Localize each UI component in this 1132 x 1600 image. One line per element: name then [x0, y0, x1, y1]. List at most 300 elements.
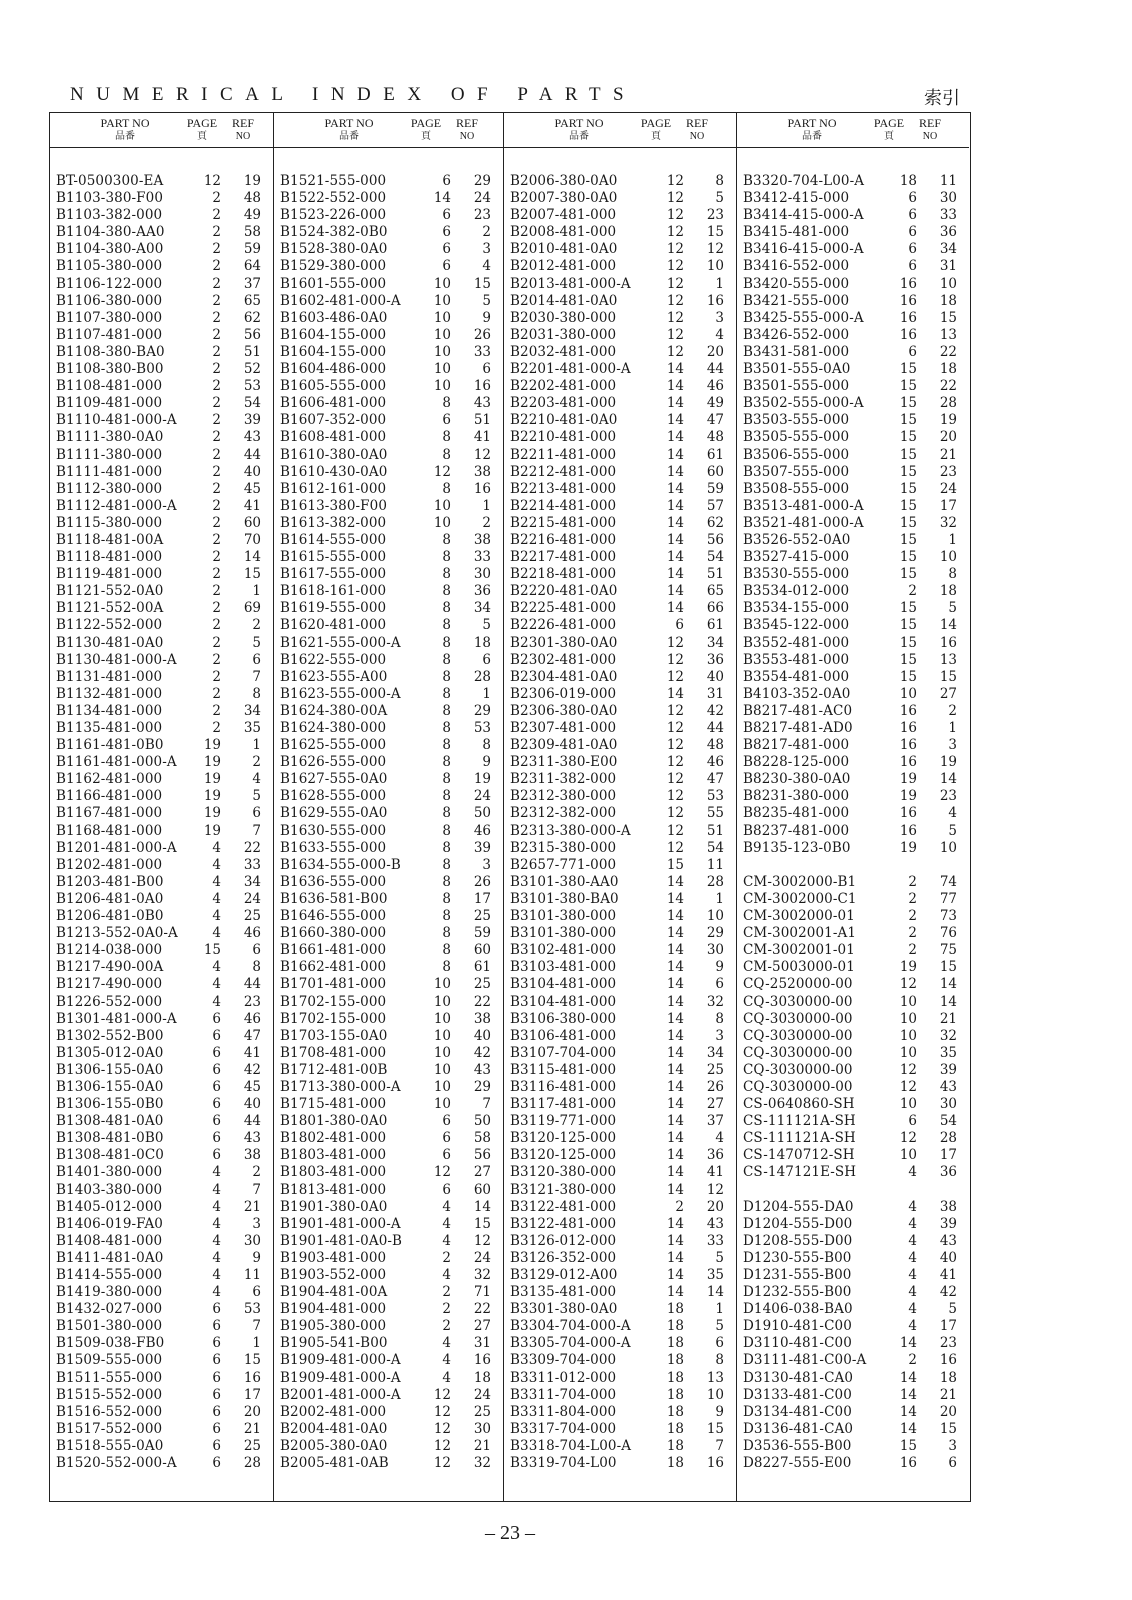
- part-number: CQ-2520000-00: [743, 976, 853, 993]
- page-ref: 14: [666, 1267, 684, 1283]
- ref-number: 51: [706, 822, 724, 839]
- page-ref: 4: [212, 1181, 221, 1198]
- ref-number: 5: [948, 822, 957, 839]
- part-number: B1112-481-000-A: [56, 497, 177, 514]
- index-row: [50, 361, 273, 378]
- ref-number: 45: [243, 480, 261, 497]
- part-number: B3301-380-0A0: [510, 1301, 618, 1318]
- page-ref: 10: [899, 685, 917, 702]
- part-number: B2202-481-000: [510, 378, 617, 395]
- index-row: [274, 566, 503, 583]
- part-number: B1511-555-000: [56, 1369, 163, 1386]
- index-row: [504, 1455, 736, 1472]
- part-number: B3521-481-000-A: [743, 514, 864, 531]
- page-ref: 4: [212, 890, 221, 907]
- index-row: [50, 412, 273, 429]
- ref-number: 74: [939, 873, 957, 890]
- part-number: CS-111121A-SH: [743, 1130, 856, 1147]
- ref-number: 33: [243, 856, 261, 873]
- part-number: B1610-380-0A0: [280, 446, 388, 463]
- ref-number: 5: [715, 1318, 724, 1335]
- page-ref: 14: [899, 1420, 917, 1437]
- ref-number: 33: [473, 343, 491, 360]
- index-row: [504, 959, 736, 976]
- part-number: B1111-380-0A0: [56, 429, 164, 446]
- index-row: [274, 1267, 503, 1284]
- row-spacer: [737, 1182, 969, 1199]
- index-row: [504, 1404, 736, 1421]
- ref-number: 6: [252, 942, 261, 959]
- page-ref: 8: [442, 549, 451, 566]
- page-ref: 2: [212, 685, 221, 702]
- index-row: [50, 515, 273, 532]
- part-number: B9135-123-0B0: [743, 839, 851, 856]
- index-row: [737, 703, 969, 720]
- part-number: B1617-555-000: [280, 566, 387, 583]
- page-ref: 10: [433, 1078, 451, 1095]
- part-number: B1130-481-000-A: [56, 651, 177, 668]
- page-ref: 8: [442, 856, 451, 873]
- index-row: [50, 1250, 273, 1267]
- part-number: D1910-481-C00: [743, 1318, 852, 1335]
- part-number: B1308-481-0A0: [56, 1113, 164, 1130]
- page-ref: 2: [442, 1284, 451, 1301]
- page-ref: 14: [666, 1232, 684, 1249]
- index-row: [737, 1335, 969, 1352]
- index-row: [50, 891, 273, 908]
- ref-number: 14: [939, 993, 957, 1010]
- page-ref: 12: [433, 1164, 451, 1181]
- page-ref: 15: [899, 480, 917, 497]
- part-number: B1630-555-000: [280, 822, 387, 839]
- index-row: [274, 1301, 503, 1318]
- part-number: B1106-380-000: [56, 292, 163, 309]
- part-number: B1715-481-000: [280, 1096, 387, 1113]
- ref-number: 29: [706, 925, 724, 942]
- ref-number: 27: [473, 1318, 491, 1335]
- index-row: [50, 310, 273, 327]
- page-ref: 4: [908, 1267, 917, 1283]
- index-column-2: [273, 113, 503, 1501]
- index-row: [504, 1370, 736, 1387]
- part-number: CM-3002001-A1: [743, 925, 857, 942]
- page-ref: 8: [442, 942, 451, 959]
- ref-number: 1: [482, 685, 491, 702]
- header-ref: [915, 117, 945, 143]
- ref-number: 3: [715, 309, 724, 326]
- ref-number: 16: [939, 1352, 957, 1369]
- part-number: B1201-481-000-A: [56, 839, 177, 856]
- index-row: [50, 976, 273, 993]
- page-ref: 14: [666, 993, 684, 1010]
- page-ref: 4: [212, 1249, 221, 1266]
- index-row: [50, 241, 273, 258]
- page-ref: 2: [908, 908, 917, 925]
- ref-number: 38: [473, 1010, 491, 1027]
- page-ref: 19: [203, 805, 221, 822]
- index-row: [504, 1113, 736, 1130]
- part-number: B3416-552-000: [743, 258, 850, 275]
- index-row: [737, 1199, 969, 1216]
- page-ref: 18: [666, 1455, 684, 1472]
- page-ref: 6: [212, 1369, 221, 1386]
- part-number: B2214-481-000: [510, 497, 617, 514]
- page-ref: 19: [899, 959, 917, 976]
- part-number: B1414-555-000: [56, 1267, 163, 1283]
- ref-number: 3: [948, 1437, 957, 1454]
- ref-number: 61: [706, 446, 724, 463]
- ref-number: 30: [939, 190, 957, 207]
- ref-number: 14: [706, 1284, 724, 1301]
- page-ref: 6: [442, 1181, 451, 1198]
- page-ref: 4: [442, 1369, 451, 1386]
- index-row: [504, 583, 736, 600]
- index-row: [50, 635, 273, 652]
- index-row: [50, 1199, 273, 1216]
- part-number: B8217-481-AC0: [743, 702, 853, 719]
- part-number: B1601-555-000: [280, 275, 387, 292]
- part-number: B1612-161-000: [280, 480, 387, 497]
- index-row: [50, 1267, 273, 1284]
- part-number: B1613-380-F00: [280, 497, 388, 514]
- part-number: B2311-382-000: [510, 771, 617, 788]
- part-number: B3135-481-000: [510, 1284, 617, 1301]
- ref-number: 14: [939, 617, 957, 634]
- index-row: [737, 1096, 969, 1113]
- ref-number: 54: [706, 839, 724, 856]
- ref-number: 10: [706, 908, 724, 925]
- index-row: [274, 1438, 503, 1455]
- part-number: B2216-481-000: [510, 531, 617, 548]
- ref-number: 4: [715, 1130, 724, 1147]
- part-number: B1306-155-0A0: [56, 1061, 164, 1078]
- page-ref: 12: [666, 805, 684, 822]
- ref-number: 41: [939, 1267, 957, 1283]
- index-row: [50, 1130, 273, 1147]
- page-ref: 12: [666, 651, 684, 668]
- part-number: B1606-481-000: [280, 395, 387, 412]
- page-ref: 14: [666, 1130, 684, 1147]
- ref-number: 16: [706, 1455, 724, 1472]
- index-row: [504, 173, 736, 190]
- page-ref: 2: [212, 651, 221, 668]
- ref-number: 59: [706, 480, 724, 497]
- index-row: [50, 823, 273, 840]
- ref-number: 47: [243, 1027, 261, 1044]
- part-number: B1419-380-000: [56, 1284, 163, 1301]
- index-row: [50, 652, 273, 669]
- page-ref: 10: [899, 1147, 917, 1164]
- column-header: [737, 113, 969, 148]
- part-number: B3317-704-000: [510, 1420, 617, 1437]
- ref-number: 19: [243, 173, 261, 189]
- page-ref: 6: [908, 258, 917, 275]
- page-ref: 8: [442, 771, 451, 788]
- part-number: B1662-481-000: [280, 959, 387, 976]
- part-number: B3106-481-000: [510, 1027, 617, 1044]
- index-row: [274, 549, 503, 566]
- index-row: [504, 1318, 736, 1335]
- page-ref: 12: [666, 343, 684, 360]
- ref-number: 50: [473, 1113, 491, 1130]
- index-row: [504, 669, 736, 686]
- ref-number: 23: [706, 207, 724, 224]
- ref-number: 65: [706, 583, 724, 600]
- ref-number: 22: [939, 378, 957, 395]
- ref-number: 44: [706, 361, 724, 378]
- page-ref: 18: [666, 1420, 684, 1437]
- part-number: B3116-481-000: [510, 1078, 617, 1095]
- ref-number: 15: [243, 566, 261, 583]
- index-row: [504, 720, 736, 737]
- index-row: [737, 652, 969, 669]
- index-row: [737, 412, 969, 429]
- index-row: [274, 1352, 503, 1369]
- part-number: B2307-481-000: [510, 720, 617, 736]
- part-number: B1702-155-000: [280, 1010, 387, 1027]
- header-ref-no: NO: [459, 131, 475, 142]
- index-row: [737, 395, 969, 412]
- part-number: B2301-380-0A0: [510, 634, 618, 651]
- ref-number: 43: [243, 429, 261, 446]
- part-number: B1813-481-000: [280, 1181, 387, 1198]
- part-number: B3501-555-0A0: [743, 361, 851, 378]
- index-row: [504, 1233, 736, 1250]
- page-ref: 2: [212, 720, 221, 736]
- ref-number: 5: [482, 292, 491, 309]
- part-number: B3320-704-L00-A: [743, 173, 865, 189]
- ref-number: 41: [243, 497, 261, 514]
- ref-number: 59: [473, 925, 491, 942]
- header-part-label: PART NO: [324, 116, 374, 130]
- index-row: [274, 447, 503, 464]
- page-ref: 16: [899, 805, 917, 822]
- page-ref: 4: [212, 908, 221, 925]
- page-ref: 8: [442, 839, 451, 856]
- ref-number: 47: [706, 771, 724, 788]
- ref-number: 5: [715, 190, 724, 207]
- part-number: B3117-481-000: [510, 1096, 617, 1113]
- index-row: [274, 720, 503, 737]
- part-number: B1305-012-0A0: [56, 1044, 164, 1061]
- part-number: B3121-380-000: [510, 1181, 617, 1198]
- page-number: – 23 –: [485, 1522, 535, 1544]
- index-row: [50, 874, 273, 891]
- page-ref: 16: [899, 754, 917, 771]
- page-ref: 10: [433, 1010, 451, 1027]
- page-ref: 10: [433, 275, 451, 292]
- page-ref: 4: [908, 1249, 917, 1266]
- index-row: [737, 1284, 969, 1301]
- index-row: [50, 224, 273, 241]
- part-number: B1131-481-000: [56, 668, 163, 685]
- page-ref: 15: [899, 446, 917, 463]
- part-number: B1121-552-00A: [56, 600, 164, 617]
- index-row: [737, 532, 969, 549]
- index-row: [50, 1216, 273, 1233]
- ref-number: 48: [706, 429, 724, 446]
- index-row: [274, 1233, 503, 1250]
- ref-number: 46: [243, 925, 261, 942]
- page-ref: 2: [212, 241, 221, 258]
- ref-number: 38: [473, 531, 491, 548]
- column-header: [274, 113, 503, 148]
- part-number: B1213-552-0A0-A: [56, 925, 178, 942]
- page-ref: 14: [666, 566, 684, 583]
- page-ref: 4: [212, 1267, 221, 1283]
- page-ref: 2: [212, 190, 221, 207]
- part-number: B1106-122-000: [56, 275, 163, 292]
- part-number: B1401-380-000: [56, 1164, 163, 1181]
- index-row: [50, 669, 273, 686]
- part-number: B1521-555-000: [280, 173, 387, 189]
- index-rows: [737, 173, 969, 1472]
- page-ref: 6: [212, 1301, 221, 1318]
- page-ref: 12: [666, 309, 684, 326]
- part-number: B1712-481-00B: [280, 1061, 388, 1078]
- part-number: B1405-012-000: [56, 1198, 163, 1215]
- index-row: [50, 908, 273, 925]
- index-row: [50, 566, 273, 583]
- header-page: [869, 117, 909, 143]
- index-row: [50, 1318, 273, 1335]
- page-ref: 14: [666, 1147, 684, 1164]
- page-ref: 2: [212, 514, 221, 531]
- page-ref: 6: [212, 1420, 221, 1437]
- page-ref: 2: [212, 258, 221, 275]
- page-ref: 14: [899, 1386, 917, 1403]
- index-row: [50, 190, 273, 207]
- ref-number: 15: [706, 224, 724, 241]
- part-number: B1121-552-0A0: [56, 583, 164, 600]
- index-row: [504, 1438, 736, 1455]
- part-number: B8230-380-0A0: [743, 771, 851, 788]
- index-row: [274, 241, 503, 258]
- page-ref: 8: [442, 668, 451, 685]
- index-row: [50, 395, 273, 412]
- index-row: [504, 771, 736, 788]
- page-ref: 12: [666, 702, 684, 719]
- part-number: B2012-481-000: [510, 258, 617, 275]
- part-number: B1528-380-0A0: [280, 241, 388, 258]
- ref-number: 16: [473, 378, 491, 395]
- ref-number: 11: [243, 1267, 261, 1283]
- index-row: [737, 1216, 969, 1233]
- index-row: [737, 925, 969, 942]
- page-ref: 2: [212, 275, 221, 292]
- index-row: [737, 1404, 969, 1421]
- page-ref: 14: [666, 429, 684, 446]
- part-number: B3513-481-000-A: [743, 497, 864, 514]
- ref-number: 23: [939, 1335, 957, 1352]
- index-row: [737, 635, 969, 652]
- index-rows: [274, 173, 503, 1472]
- ref-number: 40: [473, 1027, 491, 1044]
- index-row: [504, 823, 736, 840]
- page-ref: 8: [442, 702, 451, 719]
- page-ref: 8: [442, 822, 451, 839]
- index-row: [737, 429, 969, 446]
- ref-number: 24: [939, 480, 957, 497]
- ref-number: 1: [715, 1301, 724, 1318]
- ref-number: 54: [939, 1113, 957, 1130]
- index-row: [504, 1199, 736, 1216]
- page-ref: 15: [899, 600, 917, 617]
- index-row: [504, 1387, 736, 1404]
- part-number: B3311-804-000: [510, 1403, 617, 1420]
- ref-number: 7: [252, 1318, 261, 1335]
- ref-number: 42: [706, 702, 724, 719]
- ref-number: 20: [243, 1403, 261, 1420]
- page-ref: 14: [666, 1164, 684, 1181]
- index-row: [274, 1387, 503, 1404]
- page-ref: 10: [899, 1096, 917, 1113]
- page-ref: 4: [212, 1232, 221, 1249]
- page-ref: 2: [212, 429, 221, 446]
- part-number: B1166-481-000: [56, 788, 163, 805]
- page-ref: 14: [666, 497, 684, 514]
- ref-number: 9: [482, 309, 491, 326]
- ref-number: 41: [243, 1044, 261, 1061]
- page-ref: 8: [442, 908, 451, 925]
- part-number: B2001-481-000-A: [280, 1386, 401, 1403]
- part-number: B1626-555-000: [280, 754, 387, 771]
- part-number: B3101-380-000: [510, 908, 617, 925]
- index-row: [504, 241, 736, 258]
- page-ref: 10: [433, 1044, 451, 1061]
- part-number: B2030-380-000: [510, 309, 617, 326]
- page-ref: 15: [899, 497, 917, 514]
- ref-number: 28: [473, 668, 491, 685]
- index-row: [50, 1370, 273, 1387]
- part-number: B1903-481-000: [280, 1249, 387, 1266]
- page-ref: 4: [442, 1267, 451, 1283]
- header-part-jp: 品番: [802, 131, 822, 142]
- column-header: [504, 113, 736, 148]
- page-ref: 2: [212, 463, 221, 480]
- index-row: [504, 635, 736, 652]
- ref-number: 39: [473, 839, 491, 856]
- part-number: B3426-552-000: [743, 326, 850, 343]
- part-number: B1403-380-000: [56, 1181, 163, 1198]
- part-number: B1625-555-000: [280, 737, 387, 754]
- index-row: [274, 1164, 503, 1181]
- part-number: B1206-481-0B0: [56, 908, 164, 925]
- index-row: [50, 1045, 273, 1062]
- page-ref: 6: [442, 224, 451, 241]
- part-number: B2032-481-000: [510, 343, 617, 360]
- part-number: BT-0500300-EA: [56, 173, 164, 189]
- index-row: [737, 258, 969, 275]
- header-page-label: PAGE: [640, 116, 672, 130]
- part-number: B1802-481-000: [280, 1130, 387, 1147]
- part-number: B1111-481-000: [56, 463, 163, 480]
- index-row: [737, 1267, 969, 1284]
- page-ref: 10: [433, 1061, 451, 1078]
- ref-number: 53: [473, 720, 491, 736]
- part-number: B3120-125-000: [510, 1130, 617, 1147]
- index-row: [50, 754, 273, 771]
- ref-number: 53: [243, 378, 261, 395]
- part-number: D1232-555-B00: [743, 1284, 852, 1301]
- index-row: [504, 1301, 736, 1318]
- ref-number: 3: [948, 737, 957, 754]
- part-number: D1204-555-DA0: [743, 1198, 854, 1215]
- index-row: [737, 1387, 969, 1404]
- page-ref: 4: [212, 1284, 221, 1301]
- ref-number: 36: [939, 1164, 957, 1181]
- index-row: [504, 224, 736, 241]
